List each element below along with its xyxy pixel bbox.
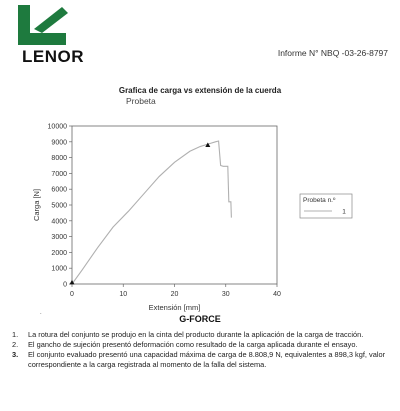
y-tick-label: 9000 (51, 139, 67, 147)
y-tick-label: 7000 (51, 170, 67, 178)
x-tick-label: 40 (273, 291, 281, 298)
x-tick-label: 10 (119, 291, 128, 298)
note-text: El gancho de sujeción presentó deformación como resultado de la carga aplicada durante el ensayo. (28, 340, 358, 350)
notes-list (12, 330, 392, 370)
load-extension-chart (0, 112, 400, 312)
note-number: 2. (12, 340, 19, 350)
note-item (12, 340, 392, 349)
y-tick-label: 6000 (51, 186, 67, 194)
y-tick-label: 4000 (51, 218, 67, 226)
legend-entry: 1 (342, 208, 346, 216)
stray-dot: . (40, 310, 42, 316)
logo-text: LENOR (22, 47, 84, 66)
x-tick-label: 20 (170, 291, 179, 298)
note-item (12, 330, 392, 339)
note-number: 3. (12, 350, 19, 360)
note-item (12, 350, 392, 368)
x-tick-label: 30 (221, 291, 230, 298)
x-tick-label: 0 (70, 291, 74, 298)
legend-title: Probeta n.º (303, 197, 336, 204)
y-tick-label: 0 (63, 281, 67, 289)
y-tick-label: 5000 (51, 202, 67, 210)
lenor-logo (10, 5, 84, 66)
note-text: La rotura del conjunto se produjo en la cinta del producto durante la aplicación de la carga de tracción. (28, 330, 364, 339)
chart-title: Grafica de carga vs extensión de la cuerda (118, 86, 282, 95)
section-title: G-FORCE (179, 314, 221, 324)
report-number: Informe N° NBQ -03-26-8797 (277, 48, 388, 58)
y-tick-label: 2000 (51, 249, 67, 257)
y-tick-label: 10000 (47, 123, 67, 131)
x-axis-label: Extensión [mm] (148, 303, 201, 312)
y-tick-label: 8000 (51, 155, 67, 163)
chart-subtitle: Probeta (126, 96, 156, 106)
y-tick-label: 1000 (51, 265, 67, 273)
y-axis-label: Carga [N] (32, 188, 41, 222)
y-tick-label: 3000 (51, 234, 67, 242)
note-number: 1. (12, 330, 19, 339)
lenor-logo-icon (10, 5, 70, 47)
note-text: El conjunto evaluado presentó una capacidad máxima de carga de 8.808,9 N, equivalentes a 898,3 kgf, valor correspondiente a la carga registrada al momento de la falla del sistema. (28, 350, 386, 369)
plot-frame (72, 126, 277, 284)
